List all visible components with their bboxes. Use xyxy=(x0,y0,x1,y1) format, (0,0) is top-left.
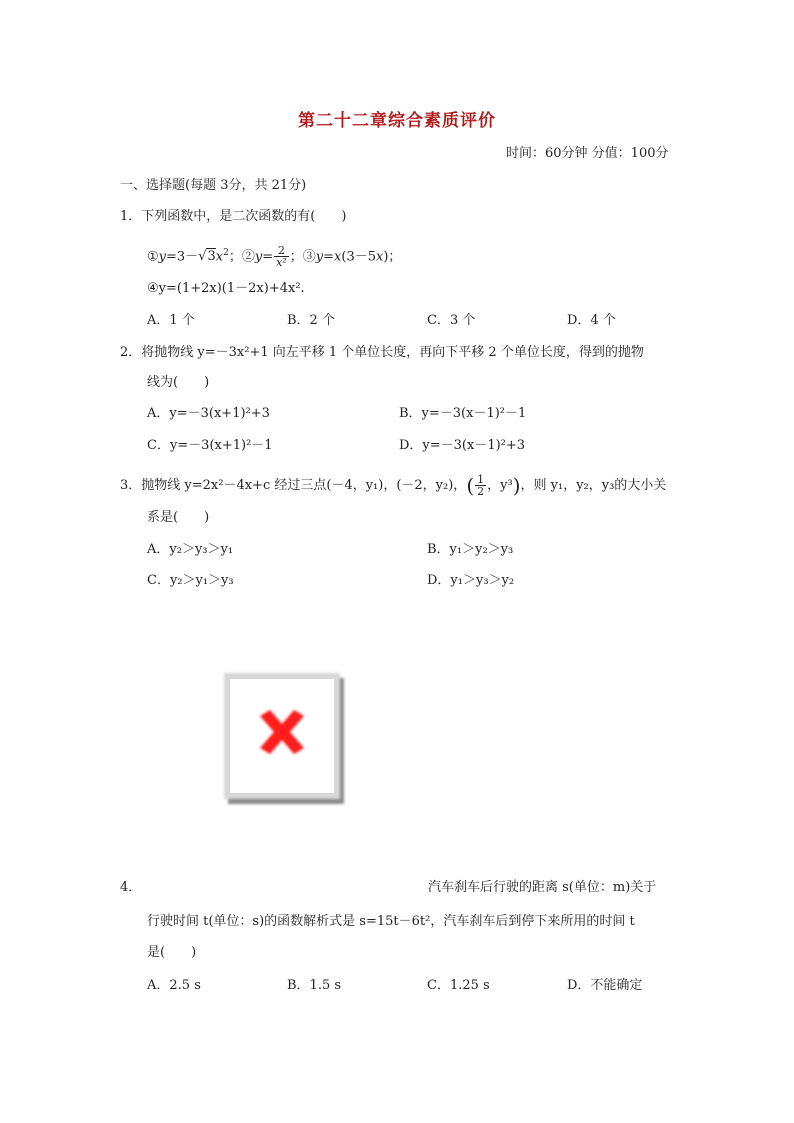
q1-formula-line2: ④y=(1+2x)(1－2x)+4x². xyxy=(147,281,305,296)
q1-option-a[interactable]: A．1 个 xyxy=(147,313,195,328)
q3-option-a[interactable]: A．y₂＞y₃＞y₁ xyxy=(147,542,234,557)
q4-option-c[interactable]: C．1.25 s xyxy=(427,978,490,993)
q1-option-b[interactable]: B．2 个 xyxy=(287,313,335,328)
q2-stem-line2: 线为( ) xyxy=(147,375,210,390)
q3-stem-line1: 3．抛物线 y=2x²－4x+c 经过三点(－4，y₁)，(－2，y₂)，( $\frac{1}{2}$ ，y³)，则 y₁，y₂，y₃的大小关 xyxy=(120,473,667,498)
q3-option-b[interactable]: B．y₁＞y₂＞y₃ xyxy=(427,542,514,557)
q3-fraction: $\frac{1}{2}$ xyxy=(477,473,485,498)
q1-fraction: $\frac{2}{\text{x²}}$ xyxy=(276,244,287,270)
q1-stem: 1．下列函数中，是二次函数的有( ) xyxy=(120,209,347,224)
exam-meta: 时间：60分钟 分值：100分 xyxy=(506,146,669,161)
q4-option-a[interactable]: A．2.5 s xyxy=(147,978,201,993)
q1-option-c[interactable]: C．3 个 xyxy=(427,313,476,328)
q2-option-d[interactable]: D．y=－3(x－1)²+3 xyxy=(399,438,526,453)
q2-option-b[interactable]: B．y=－3(x－1)²－1 xyxy=(399,406,527,421)
section-heading: 一、选择题(每题 3分，共 21分) xyxy=(120,178,307,193)
q2-option-c[interactable]: C．y=－3(x+1)²－1 xyxy=(147,438,273,453)
q4-option-d[interactable]: D．不能确定 xyxy=(567,978,643,993)
broken-image-icon xyxy=(222,670,348,808)
q1-option-d[interactable]: D．4 个 xyxy=(567,313,616,328)
q4-stem-right: 汽车刹车后行驶的距离 s(单位：m)关于 xyxy=(428,880,657,895)
q4-option-b[interactable]: B．1.5 s xyxy=(287,978,342,993)
q1-formula-line1: $①y=3-√3x^2$；②y= $\frac{2}{\text{x²}}$ ；③y=x(3－5x)； xyxy=(147,244,402,270)
sqrt-symbol: √3 xyxy=(198,249,216,265)
q4-number: 4． xyxy=(120,880,142,895)
q2-stem-line1: 2．将抛物线 y=－3x²+1 向左平移 1 个单位长度，再向下平移 2 个单位长度，得到的抛物 xyxy=(120,345,644,360)
q3-option-d[interactable]: D．y₁＞y₃＞y₂ xyxy=(427,573,515,588)
q3-stem-line2: 系是( ) xyxy=(147,510,210,525)
q4-stem-line3: 是( ) xyxy=(147,945,197,960)
q2-option-a[interactable]: A．y=－3(x+1)²+3 xyxy=(147,406,270,421)
q4-stem-line2: 行驶时间 t(单位：s)的函数解析式是 s=15t－6t²，汽车刹车后到停下来所用的时间 t xyxy=(147,914,635,929)
q3-option-c[interactable]: C．y₂＞y₁＞y₃ xyxy=(147,573,234,588)
page-title: 第二十二章综合素质评价 xyxy=(298,111,496,131)
